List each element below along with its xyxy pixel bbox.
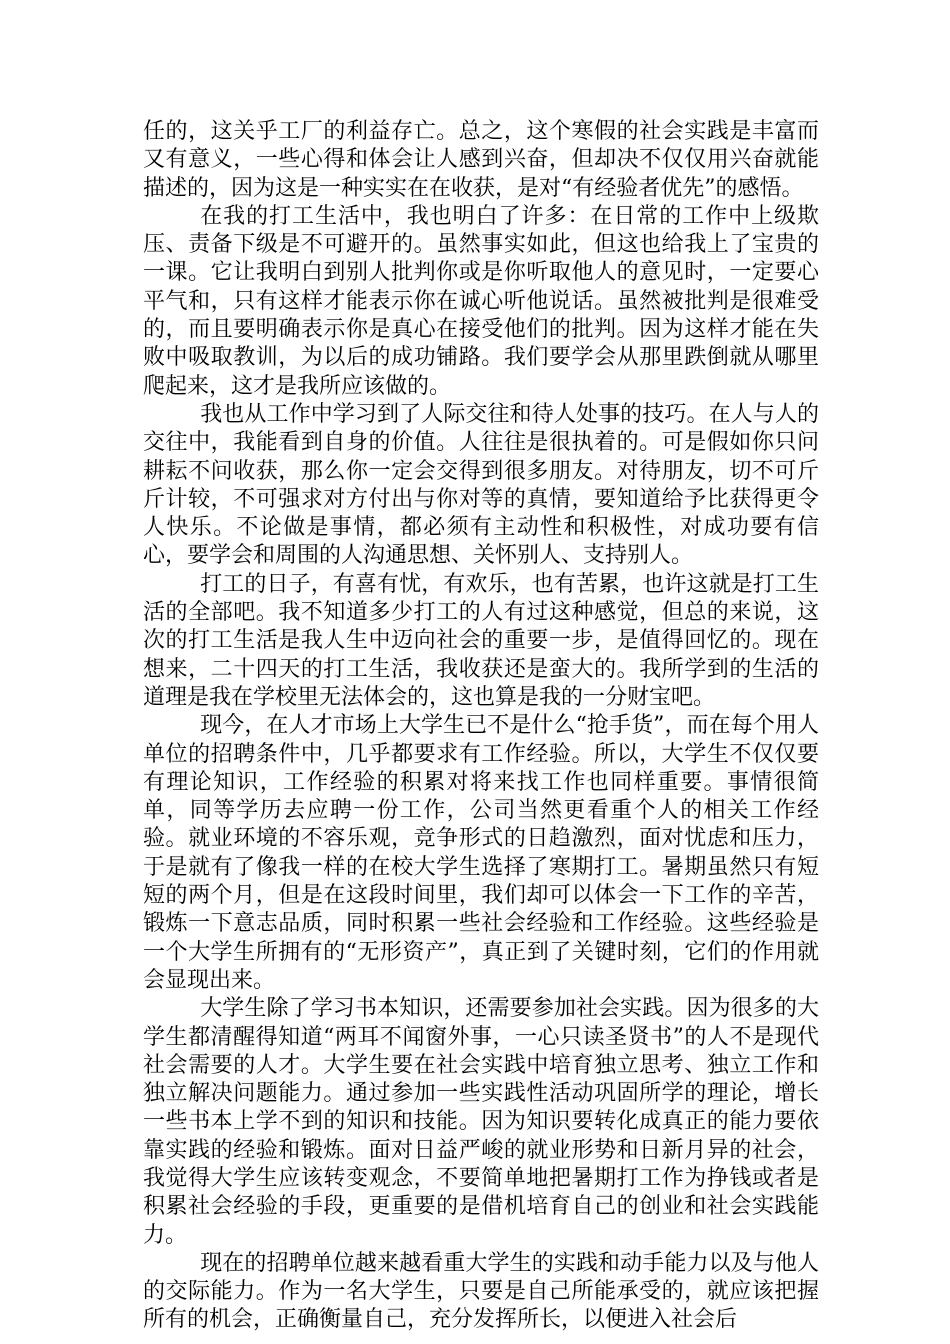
- document-page: [143, 118, 819, 1335]
- paragraph-7: 现在的招聘单位越来越看重大学生的实践和动手能力以及与他人的交际能力。作为一名大学生，只要是自己所能承受的，就应该把握所有的机会，正确衡量自己，充分发挥所长，以便进入社会后: [143, 1250, 819, 1333]
- paragraph-2: 在我的打工生活中，我也明白了许多：在日常的工作中上级欺压、责备下级是不可避开的。虽然事实如此，但这也给我上了宝贵的一课。它让我明白到别人批判你或是你听取他人的意见时，一定要心平气和，只有这样才能表示你在诚心听他说话。虽然被批判是很难受的，而且要明确表示你是真心在接受他们的批判。因为这样才能在失败中吸取教训，为以后的成功铺路。我们要学会从那里跌倒就从哪里爬起来，这才是我所应该做的。: [143, 203, 819, 399]
- paragraph-1: 任的，这关乎工厂的利益存亡。总之，这个寒假的社会实践是丰富而又有意义，一些心得和体会让人感到兴奋，但却决不仅仅用兴奋就能描述的，因为这是一种实实在在收获，是对“有经验者优先”的感悟。: [143, 119, 819, 201]
- paragraph-3: 我也从工作中学习到了人际交往和待人处事的技巧。在人与人的交往中，我能看到自身的价值。人往往是很执着的。可是假如你只问耕耘不问收获，那么你一定会交得到很多朋友。对待朋友，切不可斤斤计较，不可强求对方付出与你对等的真情，要知道给予比获得更令人快乐。不论做是事情，都必须有主动性和积极性，对成功要有信心，要学会和周围的人沟通思想、关怀别人、支持别人。: [143, 401, 819, 569]
- paragraph-4: 打工的日子，有喜有忧，有欢乐，也有苦累，也许这就是打工生活的全部吧。我不知道多少打工的人有过这种感觉，但总的来说，这次的打工生活是我人生中迈向社会的重要一步，是值得回忆的。现在想来，二十四天的打工生活，我收获还是蛮大的。我所学到的生活的道理是我在学校里无法体会的，这也算是我的一分财宝吧。: [143, 571, 819, 710]
- paragraph-5: 现今，在人才市场上大学生已不是什么“抢手货”，而在每个用人单位的招聘条件中，几乎都要求有工作经验。所以，大学生不仅仅要有理论知识，工作经验的积累对将来找工作也同样重要。事情很简单，同等学历去应聘一份工作，公司当然更看重个人的相关工作经验。就业环境的不容乐观，竞争形式的日趋激烈，面对忧虑和压力，于是就有了像我一样的在校大学生选择了寒期打工。暑期虽然只有短短的两个月，但是在这段时间里，我们却可以体会一下工作的辛苦，锻炼一下意志品质，同时积累一些社会经验和工作经验。这些经验是一个大学生所拥有的“无形资产”，真正到了关键时刻，它们的作用就会显现出来。: [143, 713, 819, 993]
- paragraph-6: 大学生除了学习书本知识，还需要参加社会实践。因为很多的大学生都清醒得知道“两耳不闻窗外事，一心只读圣贤书”的人不是现代社会需要的人才。大学生要在社会实践中培育独立思考、独立工作和独立解决问题能力。通过参加一些实践性活动巩固所学的理论，增长一些书本上学不到的知识和技能。因为知识要转化成真正的能力要依靠实践的经验和锻炼。面对日益严峻的就业形势和日新月异的社会，我觉得大学生应该转变观念，不要简单地把暑期打工作为挣钱或者是积累社会经验的手段，更重要的是借机培育自己的创业和社会实践能力。: [143, 996, 819, 1248]
